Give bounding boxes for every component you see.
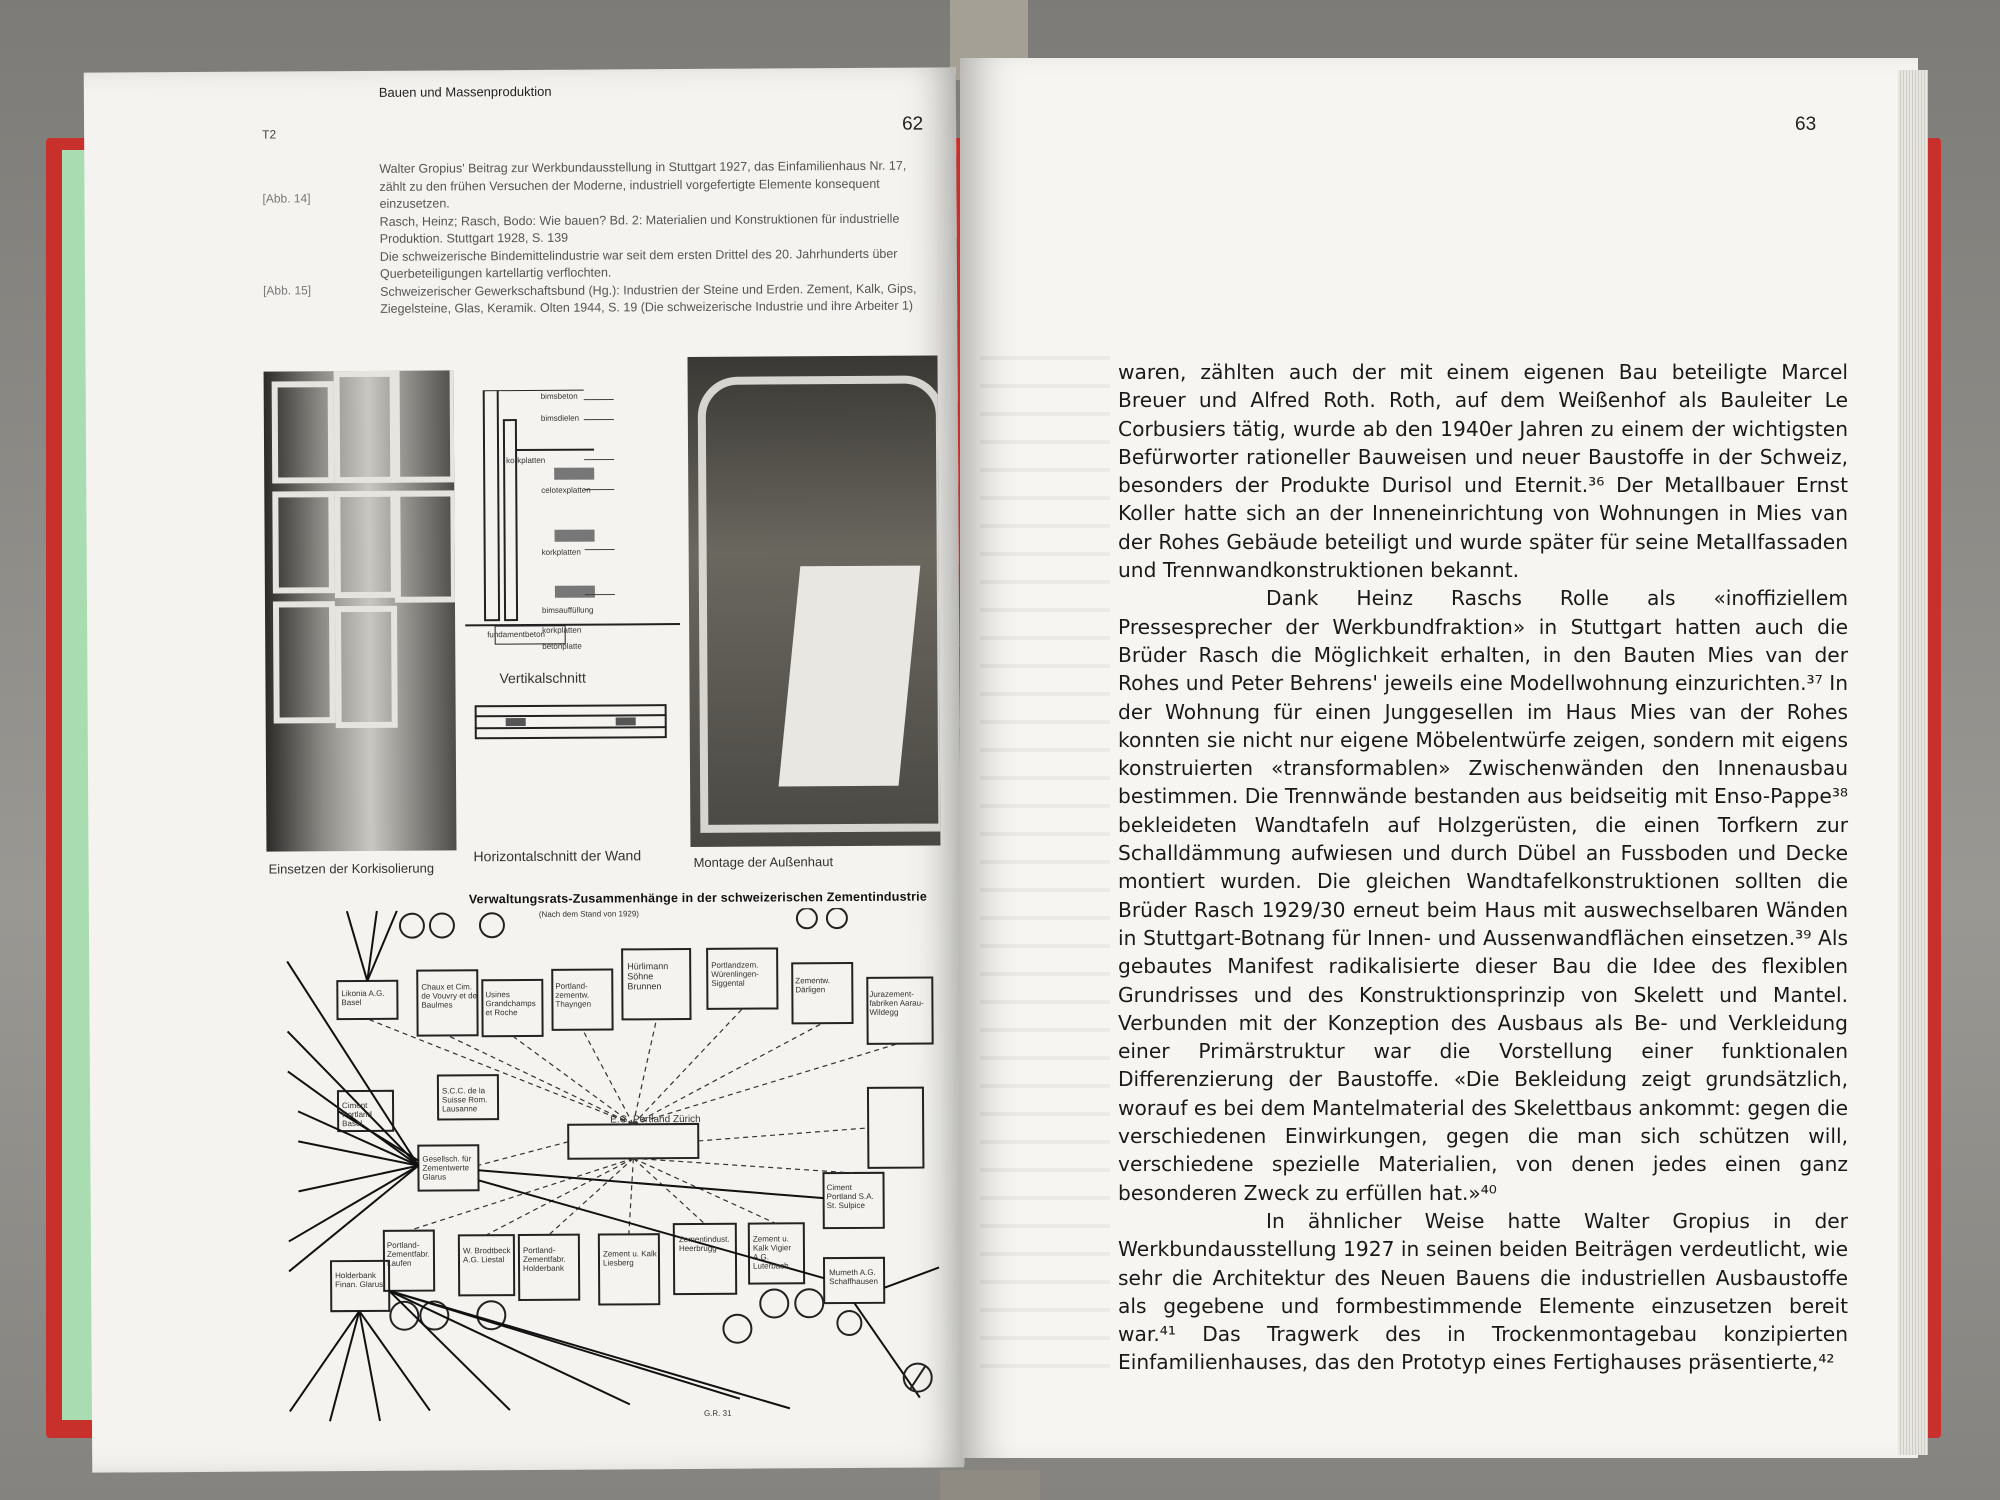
section-label: korkplatten xyxy=(506,455,546,466)
org-node: Likonia A.G. Basel xyxy=(341,988,385,1008)
chapter-tag: T2 xyxy=(262,127,277,142)
section-label: celotexplatten xyxy=(541,485,591,495)
org-chart-subtitle: (Nach dem Stand von 1929) xyxy=(538,909,639,919)
org-node: Portland-Zementfabr. Laufen xyxy=(386,1240,430,1268)
org-node: Usines Grandchamps et Roche xyxy=(485,990,536,1018)
org-node: Portland-Zementfabr. Holderbank xyxy=(522,1245,566,1274)
org-node: Chaux et Cim. de Vouvry et de Baulmes xyxy=(421,982,477,1010)
org-node: Portland-zementw. Thayngen xyxy=(555,981,592,1009)
org-center-node: E.G. Portland Zürich xyxy=(610,1113,701,1126)
org-node: Gesellsch. für Zementwerte Glarus xyxy=(422,1154,472,1182)
section-label: bimsbeton xyxy=(540,391,578,401)
org-node: S.C.C. de la Suisse Rom. Lausanne xyxy=(441,1086,488,1114)
page-edges xyxy=(1898,70,1928,1455)
figure-ref-15: [Abb. 15] xyxy=(263,283,312,298)
org-footer: G.R. 31 xyxy=(703,1408,732,1418)
caption-text: Walter Gropius' Beitrag zur Werkbundausstellung in Stuttgart 1927, das Einfamilienhaus Nr. 17, zählt zu den frühen Versuchen der Moderne, industriell vorgefertigte Elemente konsequent einzusetzen. xyxy=(379,158,907,211)
right-page xyxy=(960,58,1918,1458)
diagram-title-vertical: Vertikalschnitt xyxy=(499,669,586,687)
section-label: korkplatten xyxy=(542,625,582,635)
org-node: Holderbank Finan. Glarus xyxy=(335,1270,384,1290)
page-number-left: 62 xyxy=(901,113,924,135)
body-text xyxy=(1118,358,1848,1377)
caption-text: Die schweizerische Bindemittelindustrie war seit dem ersten Drittel des 20. Jahrhunderts über Querbeteiligungen kartellartig verflochten. xyxy=(379,246,898,281)
caption-source: Rasch, Heinz; Rasch, Bodo: Wie bauen? Bd. 2: Materialien und Konstruktionen für industrielle Produktion. Stuttgart 1928, S. 139 xyxy=(379,211,900,246)
org-node: Ciment Portland S.A. St. Sulpice xyxy=(826,1183,874,1211)
section-label: bimsauffüllung xyxy=(541,605,594,615)
photo-construction-frame xyxy=(264,370,457,851)
section-label: betonplatte xyxy=(542,641,582,651)
section-label: korkplatten xyxy=(541,547,581,557)
left-page xyxy=(84,67,965,1472)
caption-source: Schweizerischer Gewerkschaftsbund (Hg.): Industrien der Steine und Erden. Zement, Kalk, Gips, Ziegelsteine, Glas, Keramik. Olten 1944, S. 19 (Die schweizerische Industrie und ihre Arbeiter 1) xyxy=(380,281,917,316)
org-node: W. Brodtbeck A.G. Liestal xyxy=(462,1246,511,1265)
paragraph: In ähnlicher Weise hatte Walter Gropius in der Werkbundausstellung 1927 in seinen beiden Beiträgen verdeutlicht, wie sehr die Architektur des Neuen Bauens die industriellen Ausbaustoffe als gegebene und formbestimmende Elemente einzusetzen bereit war.⁴¹ Das Tragwerk des in Trockenmontagebau konzipierten Einfamilienhauses, das den Prototyp eines Fertighauses präsentierte,⁴² xyxy=(1118,1208,1848,1375)
figure-captions xyxy=(379,158,920,319)
section-label: bimsdielen xyxy=(540,413,580,423)
org-node: Zementw. Därligen xyxy=(795,976,831,995)
org-node: Ciment Portland Basel xyxy=(342,1100,372,1129)
horizontal-section-diagram xyxy=(466,697,681,758)
figure-caption-3: Montage der Außenhaut xyxy=(693,854,834,870)
bookmark-ribbon-end xyxy=(940,1470,1040,1500)
org-node: Hürlimann Söhne Brunnen xyxy=(627,961,669,992)
figure-caption-1: Einsetzen der Korkisolierung xyxy=(268,860,435,877)
org-chart-title: Verwaltungsrats-Zusammenhänge in der schweizerischen Zementindustrie xyxy=(468,889,927,907)
paragraph: waren, zählten auch der mit einem eigenen Bau beteiligte Marcel Breuer und Alfred Roth. Roth, auf dem Weißenhof als Bauleiter Le Corbusiers tätig, wurde ab den 1940er Jahren zu einem der wichtigsten Befürworter rationeller Bauweisen und neuer Baustoffe in der Schweiz, besonders der Produkte Durisol und Eternit.³⁶ Der Metallbauer Ernst Koller hatte sich an der Inneneinrichtung von Wohnungen in Mies van der Rohes Gebäude beteiligt und wurde später für seine Metallfassaden und Trennwandkonstruktionen bekannt. xyxy=(1118,360,1848,583)
photo-mounting-panel xyxy=(687,355,940,847)
org-node: Zementindust. Heerbrugg xyxy=(678,1234,730,1254)
org-node: Jurazement-fabriken Aarau-Wildegg xyxy=(869,989,924,1017)
org-node: Mumeth A.G. Schaffhausen xyxy=(829,1267,878,1287)
page-number-right: 63 xyxy=(1795,114,1817,135)
org-node: Zement u. Kalk Vigier A.G. Luterbach xyxy=(752,1234,792,1271)
show-through-text xyxy=(980,338,1110,1388)
section-label: fundamentbeton xyxy=(487,629,546,640)
figure-ref-14: [Abb. 14] xyxy=(262,191,311,206)
org-node: Zement u. Kalk Liesberg xyxy=(602,1249,657,1268)
paragraph: Dank Heinz Raschs Rolle als «inoffiziellem Pressesprecher der Werkbundfraktion» in Stuttgart hatten auch die Brüder Rasch die Möglichkeit erhalten, in den Bauten Mies van der Rohes und Peter Behrens' jeweils eine Modellwohnung einzurichten.³⁷ In der Wohnung für einen Junggesellen im Haus Mies van der Rohes konnten sie nicht nur eigene Möbelentwürfe zeigen, sondern mit eigens konstruierten «transformablen» Zwischenwänden den Innenausbau bestimmen. Die Trennwände bestanden aus beidseitig mit Enso-Pappe³⁸ bekleideten Wandtafeln auf Holzgerüsten, die einen Torfkern zur Schalldämmung aufwiesen und durch Dübel an Fussboden und Decke montiert wurden. Die gleichen Wandtafelkonstruktionen sollten die Brüder Rasch 1929/30 erneut beim Haus mit auswechselbaren Wänden in Stuttgart-Botnang für Innen- und Aussenwandflächen einsetzen.³⁹ Als gebautes Manifest radikalisierte dieser Bau die Idee des flexiblen Grundrisses und des Konstruktionsprinzip von Skelett und Mantel. Verbunden mit der Konzeption des Ausbaus als Be- und Verkleidung einer Primärstruktur war die Vorstellung einer funktionalen Differenzierung der Baustoffe. «Die Bekleidung zeigt grundsätzlich, worauf es bei dem Mantelmaterial des Skelettbaus ankommt: gegen die verschiedenen Einwirkungen, gegen die man sich schützen will, verschiedene spezielle Materialien, von denen jedes einen ganz besonderen Zweck zu erfüllen hat.»⁴⁰ xyxy=(1118,586,1848,1205)
org-node: Portlandzem. Würenlingen-Siggental xyxy=(711,960,759,988)
figure-caption-2: Horizontalschnitt der Wand xyxy=(473,847,642,865)
running-head: Bauen und Massenproduktion xyxy=(378,83,552,100)
